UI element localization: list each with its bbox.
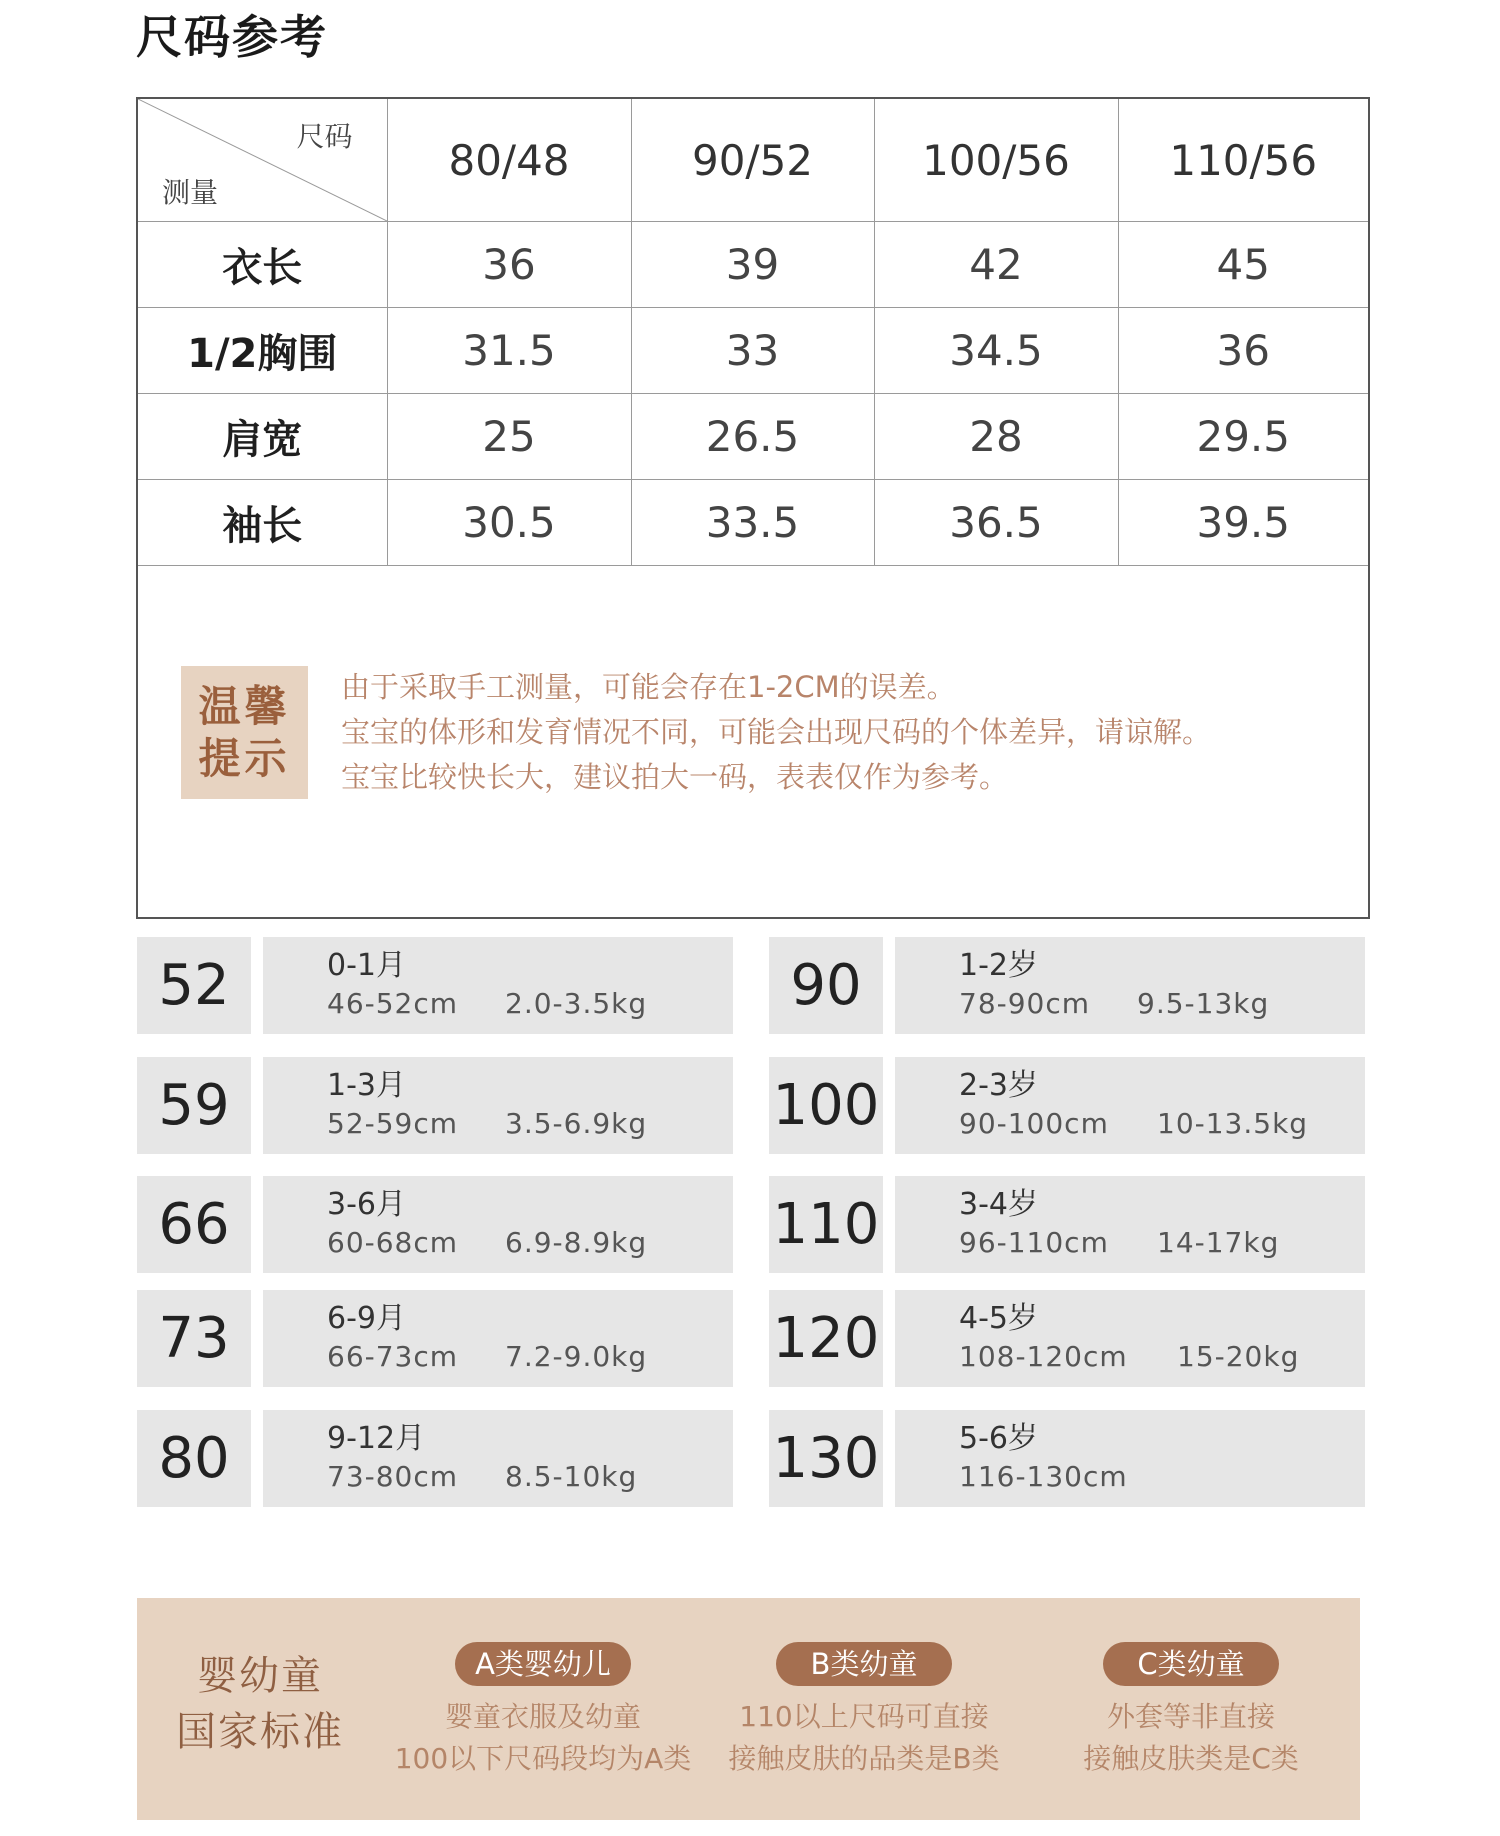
table-cell: 30.5 <box>387 480 631 566</box>
category-desc-line: 110以上尺码可直接 <box>739 1700 989 1733</box>
row-label: 衣长 <box>138 222 387 308</box>
size-card-number: 90 <box>769 937 883 1034</box>
tip-line: 宝宝的体形和发育情况不同，可能会出现尺码的个体差异，请谅解。 <box>341 715 1212 749</box>
table-cell: 36.5 <box>874 480 1118 566</box>
standards-panel <box>137 1598 1360 1820</box>
size-card-weight: 10-13.5kg <box>1157 1107 1309 1140</box>
size-card-age: 9-12月 <box>327 1421 426 1456</box>
category-desc <box>704 1696 1024 1780</box>
size-card-height: 46-52cm <box>327 987 459 1020</box>
size-card-age: 0-1月 <box>327 948 406 983</box>
category-desc <box>383 1696 703 1780</box>
tip-line: 宝宝比较快长大，建议拍大一码，表表仅作为参考。 <box>341 760 1009 794</box>
standard-category <box>383 1642 703 1780</box>
category-badge: B类幼童 <box>776 1642 952 1686</box>
size-card-number: 110 <box>769 1176 883 1273</box>
table-row <box>138 394 1368 480</box>
size-card-number: 100 <box>769 1057 883 1154</box>
category-desc <box>1031 1696 1351 1780</box>
size-card-height: 96-110cm <box>959 1226 1109 1259</box>
size-card-age: 3-4岁 <box>959 1187 1038 1222</box>
table-cell: 34.5 <box>874 308 1118 394</box>
size-card-age: 3-6月 <box>327 1187 406 1222</box>
standards-title-line: 婴幼童 <box>197 1653 323 1699</box>
size-card-weight: 3.5-6.9kg <box>505 1107 648 1140</box>
size-card-info <box>895 1290 1365 1387</box>
standards-title <box>175 1648 345 1760</box>
size-card-height: 90-100cm <box>959 1107 1109 1140</box>
table-cell: 31.5 <box>387 308 631 394</box>
row-label: 1/2胸围 <box>138 308 387 394</box>
size-table <box>138 99 1368 566</box>
size-card-age: 4-5岁 <box>959 1301 1038 1336</box>
size-card-age: 1-2岁 <box>959 948 1038 983</box>
size-card-height: 78-90cm <box>959 987 1091 1020</box>
corner-measure-label: 测量 <box>162 176 219 209</box>
size-card-info <box>895 1176 1365 1273</box>
size-card-weight: 9.5-13kg <box>1137 987 1270 1020</box>
category-desc-line: 100以下尺码段均为A类 <box>394 1742 692 1775</box>
size-card-weight: 8.5-10kg <box>505 1460 638 1493</box>
size-card-info <box>895 1410 1365 1507</box>
standard-category <box>704 1642 1024 1780</box>
size-card-age: 1-3月 <box>327 1068 406 1103</box>
size-table-box <box>136 97 1370 919</box>
standard-category <box>1031 1642 1351 1780</box>
table-cell: 25 <box>387 394 631 480</box>
size-card-weight: 14-17kg <box>1157 1226 1280 1259</box>
corner-size-label: 尺码 <box>296 120 353 153</box>
table-cell: 36 <box>387 222 631 308</box>
size-card-age: 5-6岁 <box>959 1421 1038 1456</box>
size-card-age: 6-9月 <box>327 1301 406 1336</box>
category-badge: A类婴幼儿 <box>455 1642 631 1686</box>
size-card-weight: 6.9-8.9kg <box>505 1226 648 1259</box>
row-label: 袖长 <box>138 480 387 566</box>
size-card-height: 73-80cm <box>327 1460 459 1493</box>
table-cell: 28 <box>874 394 1118 480</box>
table-row <box>138 480 1368 566</box>
size-header: 110/56 <box>1118 99 1368 222</box>
tip-badge <box>181 666 308 799</box>
tip-text <box>341 665 1211 800</box>
size-card-height: 52-59cm <box>327 1107 459 1140</box>
size-card-info <box>895 937 1365 1034</box>
page-title: 尺码参考 <box>136 10 328 64</box>
size-card-info <box>263 1057 733 1154</box>
table-cell: 33.5 <box>631 480 874 566</box>
size-card-height: 60-68cm <box>327 1226 459 1259</box>
size-card-info <box>263 1176 733 1273</box>
table-cell: 39.5 <box>1118 480 1368 566</box>
size-card-height: 66-73cm <box>327 1340 459 1373</box>
table-cell: 45 <box>1118 222 1368 308</box>
size-card-weight: 15-20kg <box>1177 1340 1300 1373</box>
row-label: 肩宽 <box>138 394 387 480</box>
category-desc-line: 接触皮肤的品类是B类 <box>728 1742 1000 1775</box>
table-cell: 36 <box>1118 308 1368 394</box>
size-header: 80/48 <box>387 99 631 222</box>
table-cell: 39 <box>631 222 874 308</box>
standards-title-line: 国家标准 <box>176 1709 344 1755</box>
table-row <box>138 222 1368 308</box>
size-header: 90/52 <box>631 99 874 222</box>
tip-line: 由于采取手工测量，可能会存在1-2CM的误差。 <box>341 670 956 704</box>
size-card-number: 52 <box>137 937 251 1034</box>
size-card-info <box>263 1290 733 1387</box>
category-badge: C类幼童 <box>1103 1642 1279 1686</box>
category-desc-line: 婴童衣服及幼童 <box>444 1700 641 1733</box>
size-card-number: 80 <box>137 1410 251 1507</box>
size-card-number: 73 <box>137 1290 251 1387</box>
size-card-weight: 7.2-9.0kg <box>505 1340 648 1373</box>
tip-badge-line: 提示 <box>198 733 291 783</box>
table-cell: 42 <box>874 222 1118 308</box>
table-cell: 33 <box>631 308 874 394</box>
size-card-number: 120 <box>769 1290 883 1387</box>
size-card-height: 108-120cm <box>959 1340 1128 1373</box>
table-cell: 26.5 <box>631 394 874 480</box>
size-card-info <box>263 937 733 1034</box>
corner-cell <box>138 99 387 222</box>
size-card-info <box>895 1057 1365 1154</box>
tip-badge-line: 温馨 <box>198 681 291 731</box>
table-header-row <box>138 99 1368 222</box>
size-card-number: 59 <box>137 1057 251 1154</box>
size-card-number: 130 <box>769 1410 883 1507</box>
table-cell: 29.5 <box>1118 394 1368 480</box>
category-desc-line: 外套等非直接 <box>1106 1700 1275 1733</box>
size-card-number: 66 <box>137 1176 251 1273</box>
size-card-height: 116-130cm <box>959 1460 1128 1493</box>
size-card-info <box>263 1410 733 1507</box>
table-row <box>138 308 1368 394</box>
size-card-age: 2-3岁 <box>959 1068 1038 1103</box>
size-header: 100/56 <box>874 99 1118 222</box>
category-desc-line: 接触皮肤类是C类 <box>1083 1742 1299 1775</box>
size-card-weight: 2.0-3.5kg <box>505 987 648 1020</box>
